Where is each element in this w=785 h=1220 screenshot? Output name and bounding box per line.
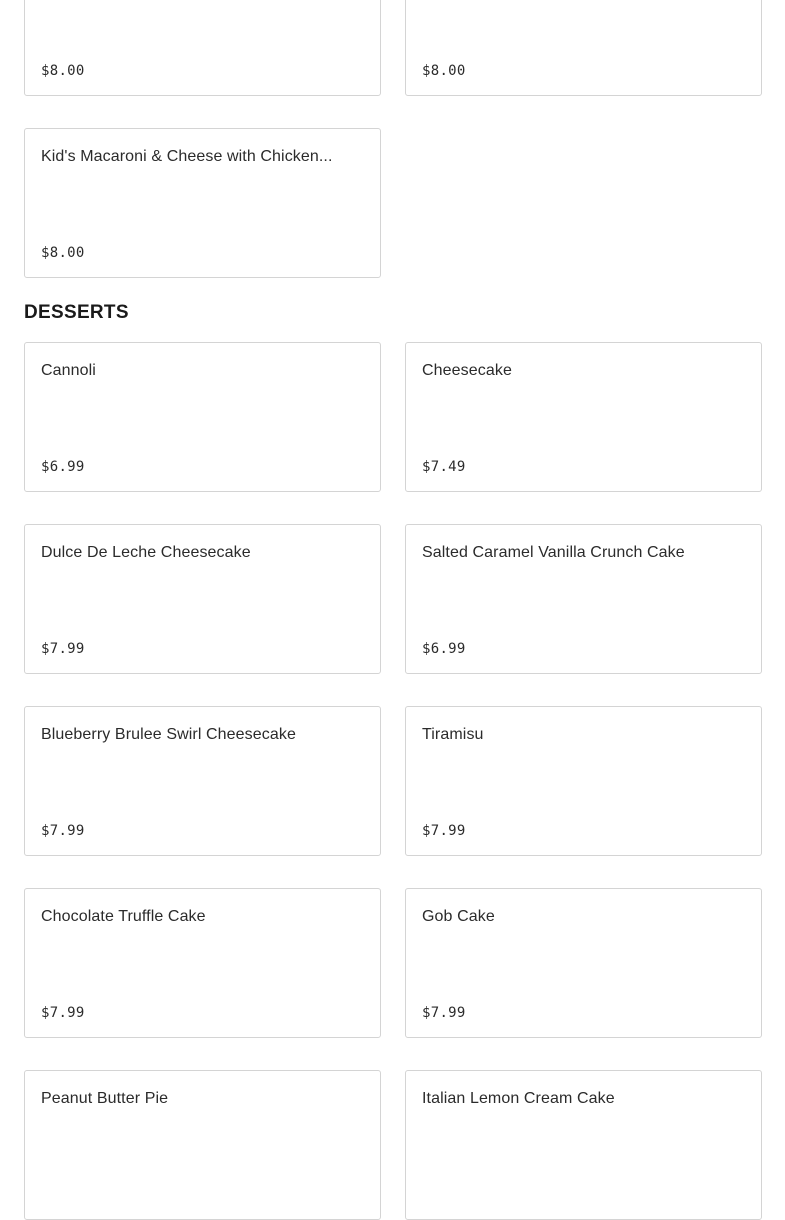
menu-item-name: Chocolate Truffle Cake <box>41 908 206 925</box>
menu-item-card[interactable] <box>24 1070 381 1220</box>
menu-item-card[interactable] <box>405 0 762 96</box>
menu-item-card[interactable] <box>405 706 762 856</box>
menu-item-card[interactable] <box>24 128 381 278</box>
menu-item-price: $7.99 <box>422 1005 466 1021</box>
menu-item-name: Dulce De Leche Cheesecake <box>41 544 251 561</box>
menu-item-name: Salted Caramel Vanilla Crunch Cake <box>422 544 685 561</box>
menu-item-name: Peanut Butter Pie <box>41 1090 169 1107</box>
menu-item-price: $8.00 <box>41 63 85 79</box>
menu-item-card[interactable] <box>405 888 762 1038</box>
menu-item-price: $7.49 <box>422 459 466 475</box>
menu-item-price: $7.99 <box>41 1005 85 1021</box>
menu-item-price: $6.99 <box>41 459 85 475</box>
menu-item-card[interactable] <box>405 1070 762 1220</box>
menu-item-card[interactable] <box>24 0 381 96</box>
menu-item-price: $8.00 <box>422 63 466 79</box>
menu-item-card[interactable] <box>24 524 381 674</box>
menu-item-name: Italian Lemon Cream Cake <box>422 1090 615 1107</box>
menu-item-price: $7.99 <box>422 823 466 839</box>
section-title-desserts: DESSERTS <box>24 302 129 323</box>
menu-item-price: $6.99 <box>422 641 466 657</box>
menu-item-name: Gob Cake <box>422 908 495 925</box>
menu-item-card[interactable] <box>24 342 381 492</box>
menu-item-price: $8.00 <box>41 245 85 261</box>
menu-item-price: $7.99 <box>41 641 85 657</box>
menu-item-card[interactable] <box>405 524 762 674</box>
menu-item-name: Kid's Macaroni & Cheese with Chicken... <box>41 148 333 165</box>
menu-item-name: Tiramisu <box>422 726 484 743</box>
menu-item-price: $7.99 <box>41 823 85 839</box>
menu-item-card[interactable] <box>24 888 381 1038</box>
menu-item-name: Cannoli <box>41 362 96 379</box>
menu-item-card[interactable] <box>405 342 762 492</box>
menu-item-name: Blueberry Brulee Swirl Cheesecake <box>41 726 296 743</box>
menu-item-card[interactable] <box>24 706 381 856</box>
menu-item-name: Cheesecake <box>422 362 512 379</box>
